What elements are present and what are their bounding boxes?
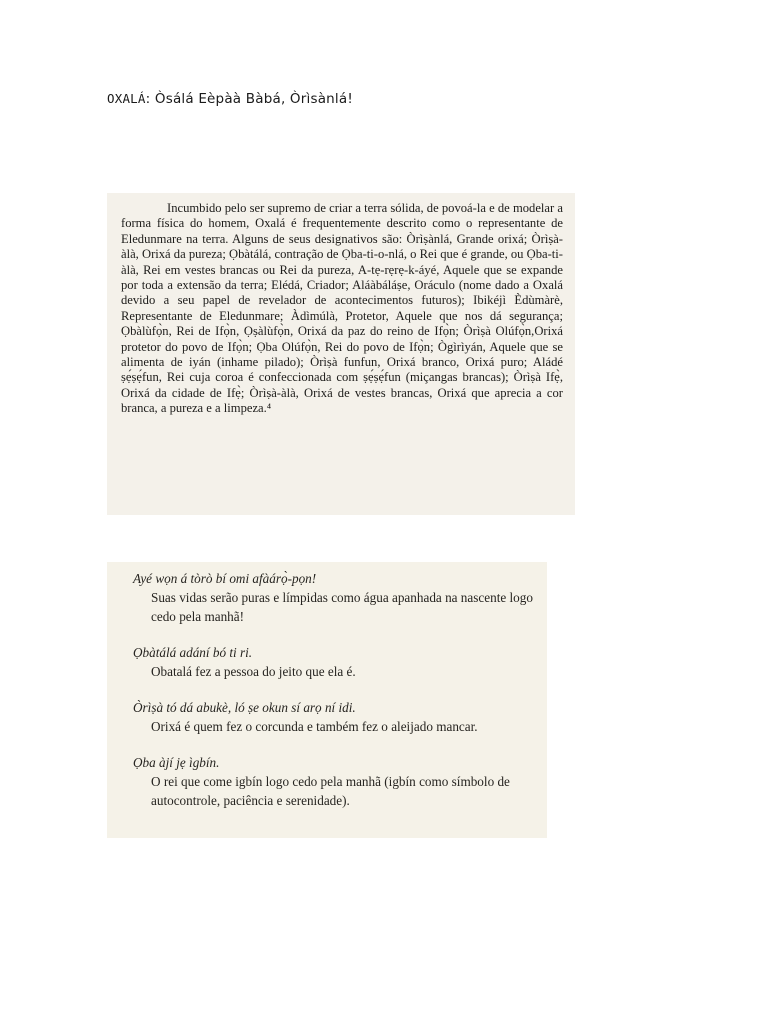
page-heading: [107, 91, 353, 107]
scanned-excerpt-verses: [107, 562, 547, 838]
verse-block: [133, 754, 537, 810]
verse-block: [133, 644, 537, 681]
heading-caps: OXALÁ: [107, 91, 146, 106]
verse-translation: Obatalá fez a pessoa do jeito que ela é.: [151, 664, 356, 679]
heading-rest: : Òsálá Eèpàà Bàbá, Òrìsànlá!: [145, 91, 353, 107]
verse-yoruba: Ọba àjí jẹ ìgbín.: [133, 755, 220, 770]
verse-translation: O rei que come igbín logo cedo pela manhã (igbín como símbolo de autocontrole, paciência e serenidade).: [151, 774, 510, 808]
verse-translation: Orixá é quem fez o corcunda e também fez o aleijado mancar.: [151, 719, 478, 734]
excerpt-paragraph-text: Incumbido pelo ser supremo de criar a terra sólida, de povoá-la e de modelar a forma física do homem, Oxalá é frequentemente descrito como o representante de Eledunmare na terra. Alguns de seus designativos são: Òrìṣànlá, Grande orixá; Òrìṣà-àlà, Orixá da pureza; Ọbàtálá, contração de Ọba-ti-o-nlá, o Rei que é grande, ou Ọba-ti-àlà, Rei em vestes brancas ou Rei da pureza, A-tẹ-rẹrẹ-k-áyé, Aquele que se expande por toda a extensão da terra; Elédá, Criador; Aláàbáláṣe, Oráculo (nome dado a Oxalá devido a seu papel de revelador de acontecimentos futuros); Ibikéjì Èdùmàrè, Representante de Eledunmare; Àdìmúlà, Protetor, Aquele que nos dá segurança; Ọbàlùfọ̀n, Rei de Ifọ̀n, Ọṣàlùfọ̀n, Orixá da paz do reino de Ifọ̀n; Òrìṣà Olúfọ̀n,Orixá protetor do povo de Ifọ̀n; Ọba Olúfọ̀n, Rei do povo de Ifọ̀n; Ògìrìyán, Aquele que se alimenta de iyán (inhame pilado); Òrìṣà funfun, Orixá branco, Orixá puro; Aládé ṣẹ́ṣẹ́fun, Rei cuja coroa é confeccionada com ṣẹ́ṣẹ́fun (miçangas brancas); Òrìṣà Ifẹ̀, Orixá da cidade de Ifẹ̀; Òrìṣà-àlà, Orixá de vestes brancas, Orixá que aprecia a cor branca, a pureza e a limpeza.⁴: [121, 201, 563, 416]
verse-block: [133, 699, 537, 736]
verse-yoruba: Ọbàtálá adání bó ti ri.: [133, 645, 253, 660]
scanned-excerpt-paragraph: [107, 193, 575, 515]
verse-translation: Suas vidas serão puras e límpidas como água apanhada na nascente logo cedo pela manhã!: [151, 590, 533, 624]
verse-block: [133, 570, 537, 626]
verse-yoruba: Ayé wọn á tòrò bí omi afàárọ̀-pọn!: [133, 571, 317, 586]
verse-yoruba: Òrìṣà tó dá abukè, ló ṣe okun sí arọ ní idi.: [133, 700, 356, 715]
